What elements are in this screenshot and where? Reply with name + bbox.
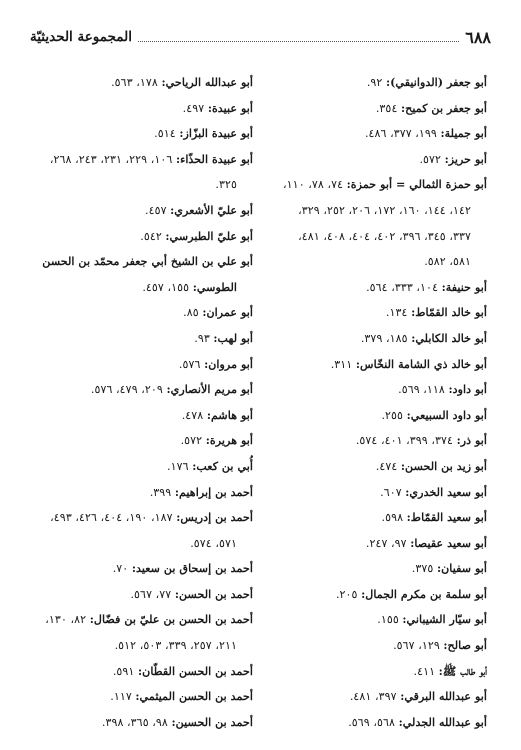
index-entry [21,480,253,506]
index-entry [259,198,487,224]
page-number: ٦٨٨ [465,27,491,47]
entry-name: أحمد بن الحسن القطّان: [137,663,253,678]
index-entry [21,198,253,224]
entry-name: أبو خالد ذي الشامة النخّاس: [355,356,487,371]
entry-pages: ٣٧٥. [411,562,437,576]
index-entry [259,607,487,633]
entry-name: أبو عبدالله البرقي: [400,689,487,704]
entry-name: أبو خالد القمّاط: [411,305,487,320]
index-entry [259,147,487,173]
entry-pages: ٤١١. [413,664,439,678]
entry-pages: ١١٨، ٥٦٩. [398,383,449,397]
entry-pages: ٩٣. [194,331,214,345]
entry-name: أبو هريرة: [205,433,253,448]
entry-pages: ١٠٦، ٢٢٩، ٢٣١، ٢٤٣، ٢٦٨، [49,152,176,166]
index-entry [21,147,253,173]
entry-pages: ١٧٨، ٥٦٣. [111,76,162,89]
index-entry [259,326,487,352]
index-entry [259,633,487,659]
index-entry [21,531,253,557]
entry-pages: ١٥٥. [377,613,403,627]
index-entry [259,428,487,454]
index-entry [21,505,253,531]
index-entry [259,96,487,122]
entry-pages: ٥٧٢. [419,152,445,166]
entry-pages: ٩٨، ٣٦٥، ٣٩٨. [101,715,172,729]
index-entry [259,352,487,378]
entry-name: أبو لهب: [213,330,253,345]
entry-name: أبو حمزة الثمالي = أبو حمزة: [346,177,487,192]
entry-pages: ٥٨١، ٥٨٢. [424,255,471,269]
index-entry [259,710,487,736]
entry-pages: ٣٩٧، ٤٨١. [349,690,401,704]
index-entry [21,556,253,582]
entry-pages: ٣١١. [330,357,356,371]
entry-name: أبو جعفر بن كميح: [401,100,487,115]
entry-pages: ٣٧٤، ٣٩٩، ٤٠١، ٥٧٤. [355,434,457,448]
index-entry [21,454,253,480]
entry-pages: ١١٧. [110,690,136,704]
entry-name: أبو عمران: [202,305,253,320]
entry-name: أبو سفيان: [436,561,487,576]
index-entry [21,428,253,454]
header-dotted-rule [138,41,459,42]
entry-pages: ٥٦٨، ٥٦٩. [348,715,399,729]
entry-pages: ٤٧٨. [181,408,207,422]
entry-pages: ١٠٤، ٣٣٣، ٥٦٤. [366,280,442,294]
entry-pages: ٣٢٥. [215,178,237,192]
index-entry [21,172,253,198]
entry-pages: ١٥٥، ٤٥٧. [142,280,193,294]
entry-pages: ٧٠. [112,562,132,576]
entry-name: أبو سيّار الشيباني: [402,612,487,627]
index-entry [21,403,253,429]
index-entry [259,531,487,557]
index-entry [21,96,253,122]
entry-pages: ٨٥. [183,306,203,320]
entry-pages: ٥٩٨. [381,511,407,525]
entry-name: أحمد بن الحسن: [174,586,253,601]
index-entry [259,684,487,710]
entry-name: أبو عبيدة: [207,100,253,115]
entry-name: أبو سعيد الخدري: [405,484,487,499]
index-entry [259,659,487,685]
index-entry [21,300,253,326]
index-entry [21,326,253,352]
entry-pages: ٣٥٤. [375,101,402,115]
index-entry [21,352,253,378]
index-entry [259,377,487,403]
index-entry [259,70,487,96]
entry-name: أبو جميلة: [440,126,487,141]
entry-name: أبو جعفر (الدوانيقي): [385,75,487,89]
entry-pages: ٦٠٧. [380,485,406,499]
entry-pages: ٥١٤. [154,127,180,141]
entry-pages: ١٩٩، ٣٧٧، ٤٨٦. [364,127,441,141]
entry-pages: ٥٧٦. [178,357,205,371]
entry-pages: ٣٣٧، ٣٤٥، ٣٩٦، ٤٠٢، ٤٠٤، ٤٠٨، ٤٨١، [298,229,471,243]
entry-name: أحمد بن إبراهيم: [174,484,253,499]
entry-pages: ١٧٦. [167,459,193,473]
index-entry [259,556,487,582]
entry-pages: ٢٥٥. [381,408,407,422]
entry-name: أبو زيد بن الحسن: [400,458,487,473]
entry-pages: ٢٠٥. [335,587,362,601]
index-entry [259,172,487,198]
page-header [30,26,491,48]
index-entry [259,300,487,326]
entry-name: أبو سلمة بن مكرم الجمال: [361,586,487,601]
entry-name: أبو عليّ الطبرسي: [165,228,253,243]
index-entry [21,659,253,685]
entry-name: أُبي بن كعب: [192,458,253,473]
entry-name: أحمد بن الحسن بن عليّ بن فضّال: [89,612,253,627]
entry-name: أبو عليّ الأشعري: [170,202,253,217]
entry-pages: ١٣٤. [385,306,412,320]
index-entry [259,121,487,147]
entry-name: أحمد بن إسحاق بن سعيد: [131,561,253,576]
entry-name: أحمد بن الحسين: [171,714,253,729]
index-column-left [21,70,253,735]
index-entry [259,582,487,608]
entry-pages: ١٢٩، ٥٦٧. [393,639,444,653]
entry-name: أبو سعيد عقيصا: [410,535,487,550]
running-title: المجموعة الحديثيّة [30,29,132,45]
entry-pages: ٢٠٩، ٤٧٩، ٥٧٦. [90,383,167,397]
entry-pages: ٩٢. [366,76,386,89]
entry-pages: ٧٤، ٧٨، ١١٠، [283,178,347,192]
index-entry [259,275,487,301]
index-entry [21,249,253,275]
index-entry [259,403,487,429]
entry-pages: ٩٧، ٢٤٧. [365,536,411,550]
entry-name: أحمد بن الحسن الميثمي: [135,689,253,704]
index-entry [21,633,253,659]
entry-pages: ٣٩٩. [149,485,175,499]
entry-pages: ٥٧١، ٥٧٤. [190,536,237,550]
index-entry [21,607,253,633]
entry-name: أبو طالب ﷺ: [438,663,487,678]
index-entry [259,454,487,480]
entry-name: أبو علي بن الشيخ أبي جعفر محمّد بن الحسن [42,254,253,269]
index-entry [259,480,487,506]
index-entry [21,224,253,250]
entry-pages: ١٨٧، ١٩٠، ٤٠٤، ٤٢٦، ٤٩٣، [50,511,177,525]
index-column-right [259,70,487,735]
entry-name: أبو عبدالله الجدلي: [398,714,487,729]
index-entry [21,710,253,736]
entry-name: أبو عبيدة الحذّاء: [175,151,253,166]
index-entry [21,377,253,403]
entry-name: أبو حنيفة: [441,279,487,294]
entry-name: أبو عبيدة البزّاز: [179,126,253,141]
entry-name: أبو سعيد القمّاط: [406,510,487,525]
entry-pages: ١٤٢، ١٤٤، ١٦٠، ١٧٢، ٢٠٦، ٢٥٢، ٣٢٩، [298,203,471,217]
entry-name: أبو داود: [448,382,487,397]
entry-pages: ٤٧٤. [375,459,401,473]
index-entry [259,505,487,531]
entry-name: أبو مريم الأنصاري: [166,382,253,397]
entry-name: أبو هاشم: [206,407,253,422]
index-entry [259,249,487,275]
index-entry [21,582,253,608]
entry-pages: ٨٢، ١٣٠، [45,613,90,627]
index-entry [21,275,253,301]
entry-name: أبو عبدالله الرياحي: [161,75,253,89]
entry-name: أبو صالح: [443,638,487,653]
entry-pages: ١٨٥، ٣٧٩. [360,331,412,345]
entry-pages: ٤٥٧. [145,203,171,217]
entry-name: أبو داود السبيعي: [406,407,487,422]
index-entry [21,121,253,147]
entry-pages: ٢١١، ٢٥٧، ٣٣٩، ٥٠٣، ٥١٢. [114,639,237,653]
entry-pages: ٥٩١. [112,664,138,678]
index-entry [21,70,253,96]
entry-pages: ٥٤٢. [140,229,166,243]
entry-name: الطوسي: [192,279,237,294]
entry-pages: ٤٩٧. [182,101,208,115]
entry-name: أبو مروان: [204,356,253,371]
index-entry [259,224,487,250]
index-entry [21,684,253,710]
entry-name: أحمد بن إدريس: [176,510,253,525]
entry-name: أبو خالد الكابلي: [411,330,487,345]
entry-pages: ٧٧، ٥٦٧. [130,587,175,601]
entry-name: أبو حريز: [444,151,487,166]
entry-name: أبو ذر: [456,433,487,448]
entry-pages: ٥٧٢. [180,434,206,448]
